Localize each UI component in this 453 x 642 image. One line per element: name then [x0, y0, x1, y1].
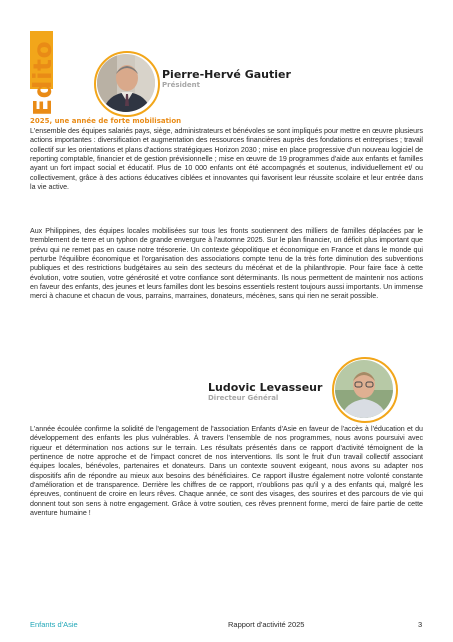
footer-org-name: Enfants d'Asie: [30, 620, 78, 629]
president-photo: [97, 54, 155, 112]
director-photo: [335, 360, 393, 418]
director-name-block: [208, 381, 322, 403]
paragraph-1: L'ensemble des équipes salariés pays, siège, administrateurs et bénévoles se sont impliqués pour mettre en œuvre plusieurs actions importantes : diversification et augmentation des ressources financières auprès des fondations et entreprises ; travail collectif sur les orientations et plans d'actions stratégiques Horizon 2030 ; mise en place progressive d'un nouveau logiciel de reporting comptable, financier et de gestion prévisionnelle ; mise en œuvre de 19 programmes d'aide aux enfants et familles ayant un fort impact social et éducatif. Plus de 10 000 enfants ont été accompagnés et soutenus, individuellement et/ ou collectivement, grâce à des actions éducatives ciblées et innovantes qui favorisent leur réussite scolaire et leur entrée dans la vie active.: [30, 127, 423, 192]
president-portrait-image: [97, 54, 155, 112]
edito-subtitle: 2025, une année de forte mobilisation: [30, 117, 182, 125]
director-name: Ludovic Levasseur: [208, 381, 323, 394]
president-name-block: [162, 68, 291, 90]
president-name: Pierre-Hervé Gautier: [162, 68, 291, 81]
paragraph-3: L'année écoulée confirme la solidité de l'engagement de l'association Enfants d'Asie en faveur de l'accès à l'éducation et du développement des enfants les plus vulnérables. À travers l'ensemble de nos programmes, nous avons poursuivi avec rigueur et détermination nos actions sur le terrain. Les résultats présentés dans ce rapport d'activité témoignent de la pertinence de notre approche et de l'impact concret de nos interventions. Ils sont le fruit d'un travail collectif associant équipes locales, bénévoles, partenaires et donateurs. Dans un contexte souvent exigeant, nous avons su adapter nos dispositifs afin de répondre au mieux aux besoins des bénéficiaires. Ce rapport illustre également notre volonté constante d'amélioration et de transparence. Derrière les chiffres de ce rapport, n'oublions pas qu'il y a des enfants qui, malgré les épreuves, continuent de croire en leurs rêves. Chaque année, ce sont des visages, des sourires et des parcours de vie qui donnent tout son sens à notre engagement. Grâce à votre soutien, ces rêves prennent forme, merci de faire partie de cette aventure humaine !: [30, 425, 423, 518]
page-number: 3: [418, 620, 423, 629]
footer-report-title: Rapport d'activité 2025: [228, 620, 305, 629]
director-portrait-image: [335, 360, 393, 418]
director-role: Directeur Général: [208, 394, 279, 402]
paragraph-2: Aux Philippines, des équipes locales mobilisées sur tous les fronts soutiennent des milliers de familles déplacées par le tremblement de terre et un typhon de grande envergure à l'automne 2025. Sur le plan financier, un déficit plus important que prévu qui ne remet pas en cause notre trésorerie. Un contexte géopolitique et économique en France et dans le monde qui perturbe l'équilibre économique et l'organisation des associations compte tenu de la très forte diminution des subventions publiques et des restrictions budgétaires au sein des secteurs du mécénat et de la philanthropie. Pour faire face à cette évolution, votre soutien, votre générosité et votre confiance sont déterminants. Ils nous permettent de maintenir nos actions en faveur des enfants, des jeunes et leurs familles dont les besoins essentiels restent toujours aussi importants. Un immense merci à chacune et chacun de vous, parrains, marraines, donateurs, mécènes, sans qui rien ne serait possible.: [30, 227, 423, 301]
president-role: Président: [162, 81, 200, 89]
section-title: Edito: [28, 40, 57, 116]
